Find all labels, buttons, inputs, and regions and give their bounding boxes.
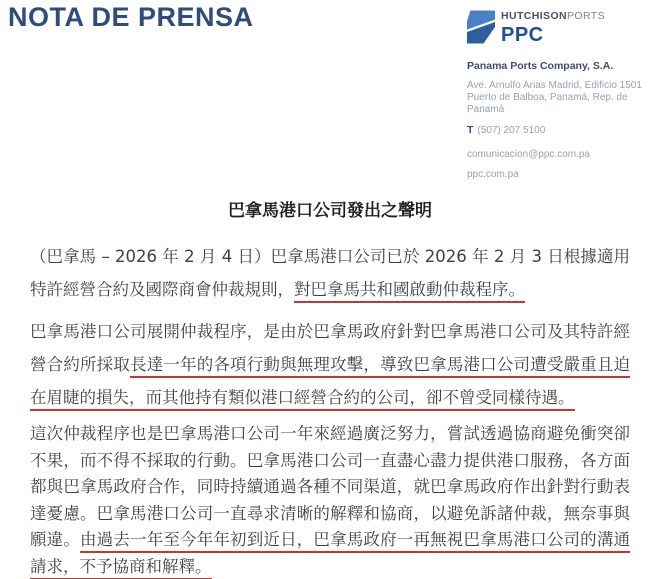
email-address: comunicacion@ppc.com.pa [467, 149, 590, 160]
statement-paragraph-1 [30, 240, 630, 306]
phone-number: (507) 207 5100 [477, 125, 546, 136]
press-note-title: NOTA DE PRENSA [8, 2, 254, 32]
brand-name-light: PORTS [567, 10, 605, 22]
brand-name [501, 11, 605, 22]
phone-row [467, 124, 659, 136]
logo-text-block [501, 7, 605, 45]
statement-title: 巴拿馬港口公司發出之聲明 [228, 201, 432, 221]
contact-card [467, 60, 659, 180]
text-run: （巴拿馬 – 2026 年 2 月 4 日）巴拿馬港口公司已於 2026 年 2 月 3 日根據適用特許經營合約及國際商會仲裁規則， [30, 247, 630, 299]
underlined-text: 對巴拿馬共和國啟動仲裁程序。 [294, 280, 525, 303]
statement-paragraph-2 [30, 315, 630, 414]
ppc-wordmark: PPC [501, 23, 544, 46]
company-name: Panama Ports Company, S.A. [467, 60, 614, 72]
text-run: 這次仲裁程序也是巴拿馬港口公司一年來經過廣泛努力，嘗試透過協商避免衝突卻不果，而不得不採取的行動。巴拿馬港口公司一直盡心盡力提供港口服務，各方面都與巴拿馬政府合作，同時持續通過各種不同渠道，就巴拿馬政府作出針對行動表達憂慮。巴拿馬港口公司一直尋求清晰的解釋和協商，以避免訴諸仲裁，無奈事與願違。 [30, 424, 630, 549]
brand-name-bold: HUTCHISON [501, 10, 568, 22]
text-run: 巴拿馬港口公司展開仲裁程序，是由於巴拿馬政府針對巴拿馬港口公司及其特許經營合約所採取 [30, 322, 630, 374]
underlined-text: 由過去一年至今年年初到近日，巴拿馬政府一再無視巴拿馬港口公司的溝通請求，不予協商和解釋。 [30, 530, 630, 579]
underlined-text: 長達一年的各項行動與無理攻擊，導致巴拿馬港口公司遭受嚴重且迫在眉睫的損失，而其他持有類似港口經營合約的公司，卻不曾受同樣待遇。 [30, 355, 630, 411]
statement-paragraph-3 [30, 421, 630, 579]
phone-label: T [467, 124, 474, 136]
hutchison-ports-logo [467, 7, 605, 47]
hutchison-ports-flag-icon [467, 7, 495, 47]
address-line-2: Puerto de Balboa, Panamá, Rep. de Panamá [467, 92, 628, 115]
address-line-1: Ave. Arnulfo Arias Madrid, Edificio 1501 [467, 80, 642, 91]
website-url: ppc.com.pa [467, 169, 519, 180]
